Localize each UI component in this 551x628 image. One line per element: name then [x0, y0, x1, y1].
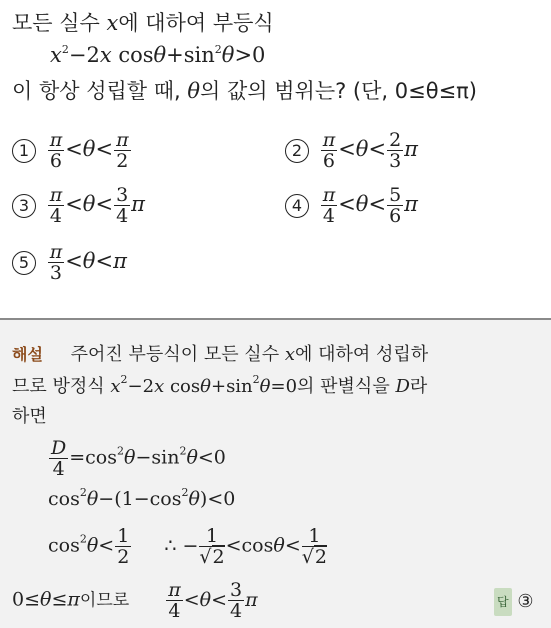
problem-question	[12, 78, 477, 104]
solution-line-1: 해설 주어진 부등식이 모든 실수 x에 대하여 성립하	[12, 344, 429, 365]
solution-eq-4: 0≤θ≤π이므로 $\frac{\pi}{4}$ <θ< $\frac{3}{4}$ π	[12, 579, 258, 622]
problem-line1-var: x	[106, 11, 119, 35]
question-rest: 의 값의 범위는? (단, 0≤θ≤π)	[200, 79, 477, 103]
solution-line-3: 하면	[12, 406, 47, 427]
solution-line-2: 므로 방정식 $x^2-2x$ $\cos\theta+\sin^2\theta=0$의 판별식을 D라	[12, 373, 428, 397]
question-prefix: 이 항상 성립할 때,	[12, 79, 188, 103]
solution-section	[0, 320, 551, 628]
answer-value: ③	[517, 591, 534, 612]
solution-eq-2: $\cos^2\theta-(1-\cos^2\theta)<0$	[48, 486, 236, 510]
choice-2[interactable]: 2 $\frac{\pi}{6}$ <θ< $\frac{2}{3}$ π	[285, 130, 418, 171]
question-theta: θ	[187, 79, 201, 103]
solution-label: 해설	[12, 345, 43, 364]
problem-inequality: $x^2-2x$ $\cos\theta+\sin^2\theta>0$	[50, 43, 266, 67]
choice-3[interactable]: 3 $\frac{\pi}{4}$ <θ< $\frac{3}{4}$ π	[12, 185, 145, 226]
choice-number: 4	[285, 194, 309, 218]
choice-4[interactable]: 4 $\frac{\pi}{4}$ <θ< $\frac{5}{6}$ π	[285, 185, 418, 226]
choice-number: 2	[285, 139, 309, 163]
choice-number: 5	[12, 251, 36, 275]
choice-5[interactable]: 5 $\frac{\pi}{3}$ <θ<π	[12, 242, 127, 283]
choice-number: 3	[12, 194, 36, 218]
choice-number: 1	[12, 139, 36, 163]
problem-line1-rest: 에 대하여 부등식	[118, 11, 274, 35]
solution-eq-1: $\frac{D}{4}$ $=\cos^2\theta-\sin^2\theta<0$	[51, 437, 226, 480]
solution-eq-3: $\cos^2\theta<$ $\frac{1}{2}$ ∴ − $\frac{1}{√2}$ <cosθ< $\frac{1}{√2}$	[48, 525, 327, 568]
choice-1[interactable]: 1 $\frac{\pi}{6}$ <θ< $\frac{\pi}{2}$	[12, 130, 132, 171]
problem-line1-text: 모든 실수	[12, 11, 107, 35]
answer-label: 답	[494, 588, 512, 616]
answer	[494, 588, 533, 616]
problem-line-1	[12, 10, 274, 36]
